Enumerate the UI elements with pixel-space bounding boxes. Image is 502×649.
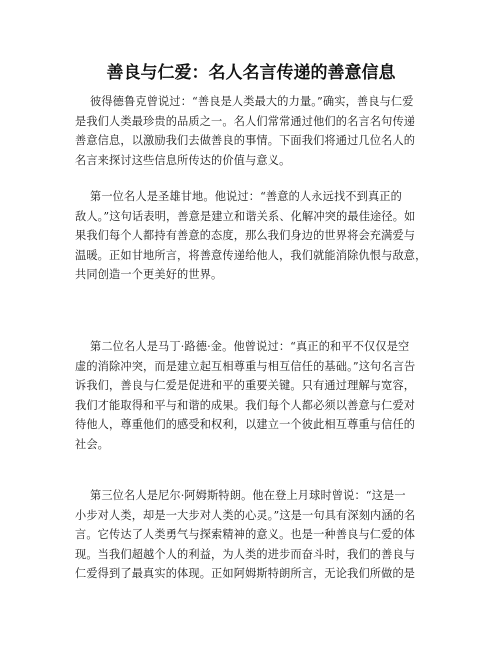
paragraph-armstrong	[75, 486, 445, 584]
document-title: 善良与仁爱：名人名言传递的善意信息	[106, 63, 396, 83]
paragraph-line: 第二位名人是马丁·路德·金。他曾说过：“真正的和平不仅仅是空	[90, 340, 410, 353]
paragraph-line: 仁爱得到了最真实的体现。正如阿姆斯特朗所言，无论我们所做的是	[75, 567, 416, 580]
paragraph-line: 小步对人类，却是一大步对人类的心灵。”这是一句具有深刻内涵的名	[75, 508, 416, 522]
paragraph-gandhi	[75, 187, 445, 285]
paragraph-line: 待他人，尊重他们的感受和权利，以建立一个彼此相互尊重与信任的	[75, 418, 416, 431]
paragraph-line: 第一位名人是圣雄甘地。他说过：“善意的人永远找不到真正的	[90, 190, 402, 203]
paragraph-line: 虚的消除冲突，而是建立起互相尊重与相互信任的基础。”这句名言告	[75, 359, 416, 373]
paragraph-line: 彼得德鲁克曾说过：“善良是人类最大的力量。”确实，善良与仁爱	[90, 95, 414, 108]
paragraph-intro	[75, 92, 445, 170]
paragraph-line: 我们才能取得和平与和谐的成果。我们每个人都必须以善意与仁爱对	[75, 398, 416, 412]
paragraph-line: 敌人。”这句话表明，善意是建立和谐关系、化解冲突的最佳途径。如	[75, 209, 416, 223]
paragraph-line: 共同创造一个更美好的世界。	[75, 268, 223, 281]
paragraph-line: 善意信息，以激励我们去做善良的事情。下面我们将通过几位名人的	[75, 134, 416, 147]
paragraph-line: 言。它传达了人类勇气与探索精神的意义。也是一种善良与仁爱的体	[75, 528, 416, 541]
paragraph-line: 名言来探讨这些信息所传达的价值与意义。	[75, 153, 291, 167]
paragraph-line: 温暖。正如甘地所言，将善意传递给他人，我们就能消除仇恨与敌意，	[75, 248, 427, 262]
paragraph-line: 果我们每个人都持有善意的态度，那么我们身边的世界将会充满爱与	[75, 229, 416, 242]
paragraph-line: 现。当我们超越个人的利益，为人类的进步而奋斗时，我们的善良与	[75, 547, 416, 561]
paragraph-line: 诉我们，善良与仁爱是促进和平的重要关键。只有通过理解与宽容，	[75, 379, 416, 392]
paragraph-line: 是我们人类最珍贵的品质之一。名人们常常通过他们的名言名句传递	[75, 114, 416, 128]
paragraph-mlk	[75, 337, 445, 454]
paragraph-line: 社会。	[75, 437, 110, 451]
paragraph-line: 第三位名人是尼尔·阿姆斯特朗。他在登上月球时曾说：“这是一	[90, 489, 406, 502]
